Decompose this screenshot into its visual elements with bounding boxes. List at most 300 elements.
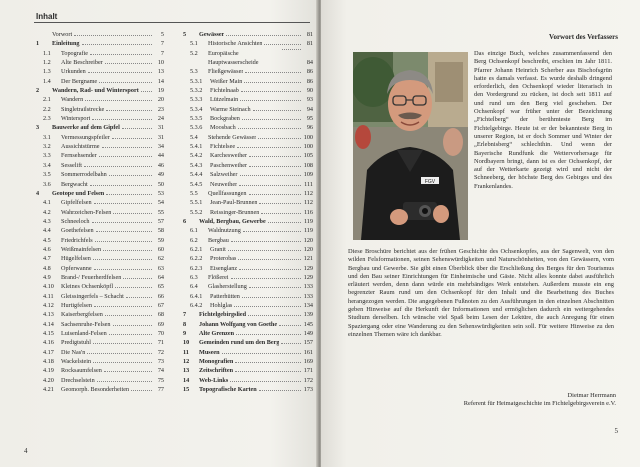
toc-entry-title: Monografien (199, 358, 234, 366)
toc-leader-dots (239, 185, 301, 186)
toc-entry-number: 6.2 (190, 236, 198, 244)
toc-entry-number: 1.4 (43, 77, 51, 85)
toc-leader-dots (237, 147, 301, 148)
toc-entry-page: 62 (157, 255, 164, 263)
toc-entry (36, 151, 164, 160)
toc-leader-dots (106, 194, 152, 195)
toc-entry (36, 133, 164, 142)
toc-entry-title: Goethefelsen (61, 227, 94, 235)
toc-leader-dots (253, 110, 301, 111)
toc-entry-title: Sommerrodelbahn (61, 171, 107, 179)
toc-entry (36, 366, 164, 375)
toc-entry (36, 217, 164, 226)
toc-entry-number: 3.3 (43, 152, 51, 160)
toc-entry-page: 108 (303, 161, 313, 169)
page-number-left: 4 (24, 447, 28, 455)
toc-entry-title: Fichtelnaab (210, 87, 239, 95)
toc-leader-dots (90, 54, 152, 55)
toc-entry-number: 15 (183, 386, 190, 394)
toc-entry (183, 198, 313, 207)
toc-leader-dots (109, 175, 152, 176)
toc-entry-page: 20 (157, 96, 164, 104)
signature-block (416, 392, 616, 409)
preface-main-paragraph: Diese Broschüre berichtet aus der frühen Geschichte des Ochsenkopfes, aus der Sagenwelt, von den wilden Felsformationen, seinen Sehenswürdigkeiten und Naturschönheiten, von den Gewässern, vom Bergbau und Gewerbe. Sie gibt einen Überblick über die Erschließung des Berges für den Tourismus und den Bau seiner Einrichtungen für Einheimische und Gäste. Nicht alles konnte dabei ausführlich erläutert werden, denn dann würde ein mehrbändiges Werk entstehen. Außerdem musste ein eng begrenzter Raum rund um den Ochsenkopf für den Inhalt und die Bearbeitung des Buches herangezogen werden. Die angegebenen Fußnoten zu den Ausführungen in den einzelnen Abschnitten geben Hinweise auf die Herkunft der Informationen und ermöglichen dadurch ein weitergehendes Studium derselben. Ich wünsche viel Spaß beim Lesen der Lektüre, die auch Anregung für einen Spaziergang oder eine Wanderung zu den Sehenswürdigkeiten sein soll. Für weitere Hinweise zu den einzelnen Themen wäre ich dankbar. (348, 248, 614, 338)
toc-leader-dots (240, 175, 302, 176)
toc-entry-page: 59 (157, 236, 164, 244)
toc-leader-dots (102, 147, 153, 148)
toc-entry-title: Hohlglas (210, 301, 233, 309)
toc-entry-page: 67 (157, 301, 164, 309)
toc-entry (36, 58, 164, 67)
toc-entry-number: 3 (36, 124, 40, 132)
toc-entry-title: Johann Wolfgang von Goethe (199, 320, 278, 328)
toc-entry (183, 77, 313, 86)
toc-entry (183, 226, 313, 235)
toc-entry-page: 100 (303, 143, 313, 151)
toc-entry-number: 9 (183, 330, 187, 337)
toc-entry-page: 23 (157, 105, 164, 113)
toc-leader-dots (82, 44, 152, 45)
toc-entry (36, 348, 164, 357)
toc-leader-dots (90, 185, 152, 186)
toc-entry-number: 5.4.3 (190, 161, 203, 169)
toc-entry-title: Karchesweiher (210, 152, 248, 160)
toc-entry-page: 7 (160, 40, 164, 48)
toc-entry-page: 50 (157, 180, 164, 188)
toc-entry-page: 129 (303, 273, 313, 281)
toc-entry-page: 10 (157, 59, 164, 67)
toc-entry-page: 65 (157, 283, 164, 291)
toc-leader-dots (268, 222, 301, 223)
toc-entry-number: 5.3 (190, 68, 198, 76)
toc-entry (183, 95, 313, 104)
toc-leader-dots (95, 241, 152, 242)
toc-entry-number: 1.2 (43, 59, 51, 67)
toc-leader-dots (93, 362, 152, 363)
toc-entry-title: Wald, Bergbau, Gewerbe (199, 217, 266, 225)
toc-entry-page: 63 (157, 264, 164, 272)
toc-entry (183, 180, 313, 189)
toc-entry-title: Aussichtstürme (61, 143, 100, 151)
toc-entry-number: 4.5 (43, 236, 51, 244)
toc-leader-dots (94, 203, 152, 204)
toc-entry-page: 111 (304, 180, 313, 188)
toc-entry-title: Geomorph. Besonderheiten (61, 386, 130, 394)
toc-entry (183, 282, 313, 291)
toc-entry-number: 6.1 (190, 227, 198, 235)
toc-entry-title: Fichtelsee (210, 143, 236, 151)
toc-entry-title: Hügelfelsen (61, 255, 91, 263)
toc-entry-number: 4.10 (43, 283, 54, 291)
toc-entry-number: 1 (36, 40, 40, 48)
toc-leader-dots (97, 381, 152, 382)
toc-entry-number: 6.4 (190, 283, 198, 291)
toc-entry (183, 254, 313, 263)
toc-entry (183, 142, 313, 151)
toc-entry-number: 5.3.1 (190, 77, 203, 85)
toc-entry-number: 4.16 (43, 339, 54, 347)
toc-entry-number: 4.21 (43, 386, 54, 394)
page-number-right: 5 (614, 427, 618, 435)
toc-entry-title: Gemeinden rund um den Berg (199, 339, 280, 347)
toc-leader-dots (282, 49, 301, 50)
toc-entry-number: 3.4 (43, 161, 51, 169)
toc-entry (36, 77, 164, 86)
toc-entry-page: 157 (303, 339, 313, 347)
toc-entry (36, 226, 164, 235)
toc-leader-dots (259, 390, 301, 391)
author-photo (353, 52, 468, 240)
toc-entry (36, 320, 164, 329)
toc-leader-dots (222, 353, 301, 354)
toc-entry-number: 4.1 (43, 199, 51, 207)
toc-leader-dots (105, 63, 152, 64)
toc-leader-dots (115, 287, 152, 288)
toc-leader-dots (238, 128, 301, 129)
toc-entry-number: 5.3.2 (190, 87, 203, 95)
toc-entry (36, 376, 164, 385)
toc-entry (183, 385, 313, 394)
toc-entry-title: Drechselstein (61, 376, 95, 384)
toc-entry-title: Glasherstellung (208, 283, 247, 291)
toc-entry-page: 96 (306, 124, 313, 132)
toc-entry-title: Kaiserbergfelsen (61, 311, 103, 319)
toc-entry-page: 100 (303, 133, 313, 141)
toc-entry (36, 114, 164, 123)
toc-entry (183, 366, 313, 375)
toc-entry-number: 6.2.2 (190, 255, 203, 263)
toc-entry-page: 53 (157, 189, 164, 197)
toc-leader-dots (249, 156, 301, 157)
toc-entry (183, 348, 313, 357)
toc-entry-number: 4.15 (43, 330, 54, 337)
toc-entry-title: Historische Ansichten (208, 40, 263, 48)
toc-leader-dots (228, 250, 301, 251)
toc-entry-page: 94 (306, 105, 313, 113)
toc-entry-title: Friedrichfels (61, 236, 93, 244)
toc-entry-page: 81 (306, 40, 313, 48)
toc-entry (183, 245, 313, 254)
toc-entry-page: 14 (157, 77, 164, 85)
toc-entry-title: Gipfelfelsen (61, 199, 92, 207)
toc-leader-dots (238, 259, 301, 260)
toc-entry-title: Museen (199, 348, 220, 356)
toc-entry-number: 3.2 (43, 143, 51, 151)
toc-entry (36, 254, 164, 263)
toc-entry (36, 105, 164, 114)
toc-leader-dots (103, 250, 152, 251)
toc-leader-dots (141, 91, 152, 92)
toc-leader-dots (244, 82, 301, 83)
toc-entry-number: 5.4 (190, 133, 198, 141)
toc-entry-number: 4.9 (43, 273, 51, 281)
toc-entry-number: 1.3 (43, 68, 51, 76)
toc-entry-page: 112 (303, 189, 313, 197)
toc-entry-title: Jean-Paul-Brunnen (210, 199, 258, 207)
toc-entry-title: Paschenweiher (210, 161, 248, 169)
toc-leader-dots (88, 72, 152, 73)
toc-entry-number: 6.3 (190, 273, 198, 281)
toc-leader-dots (258, 138, 301, 139)
toc-entry (36, 357, 164, 366)
toc-leader-dots (248, 315, 301, 316)
toc-entry-page: 133 (303, 283, 313, 291)
toc-entry-page: 46 (157, 161, 164, 169)
signature-role: Referent für Heimatgeschichte im Fichtelgebirgsverein e.V. (463, 400, 616, 408)
toc-entry (36, 264, 164, 273)
toc-entry-page: 5 (160, 31, 164, 38)
toc-leader-dots (92, 119, 152, 120)
toc-entry-title: Weißmainfelsen (61, 245, 102, 253)
toc-entry-title: Brand-/ Feuerherdfelsen (61, 273, 122, 281)
toc-leader-dots (242, 119, 301, 120)
toc-leader-dots (243, 231, 301, 232)
toc-entry-page: 169 (303, 358, 313, 366)
toc-entry-title: Granit (210, 245, 226, 253)
toc-entry-page: 58 (157, 227, 164, 235)
toc-entry-title: Topografische Karten (199, 386, 257, 394)
toc-entry-title: Einleitung (52, 40, 80, 48)
toc-entry-page: 60 (157, 245, 164, 253)
toc-entry-page: 120 (303, 245, 313, 253)
toc-entry (36, 245, 164, 254)
toc-leader-dots (236, 334, 301, 335)
toc-entry (183, 338, 313, 347)
toc-entry-title: Salzweiher (210, 171, 238, 179)
toc-entry-page: 119 (303, 217, 313, 225)
toc-entry-number: 6.2.3 (190, 264, 203, 272)
preface-side-paragraph: Das einzige Buch, welches zusammenfassend den Berg Ochsenkopf beschreibt, erschien im Jahr 1811. Pfarrer Johann Heinrich Scherber aus Bischofsgrün hatte es damals verfasst. Es wurde deshalb dringend erforderlich, den Ochsenkopf wieder literarisch in den Vordergrund zu rücken, ist doch seit 1811 auf und rund um den Berg viel geschehen. Der Ochsenkopf war früher unter der Bezeichnung „Fichtelberg“ der berühmteste Berg im Fichtelgebirge. Heute ist er der bekannteste Berg in unserer Region, ist er doch Sommer und Winter der „Erlebnisberg“ schlechthin. Und wenn der Bayerische Rundfunk die Wettervorhersage für Nordbayern bringt, dann ist es der Ochsenkopf, der auf der Wetterkarte gezeigt wird und nicht der Schneeberg, der höchste Berg des Gebirges und des Frankenlandes. (474, 50, 612, 190)
toc-entry-page: 90 (306, 87, 313, 95)
toc-leader-dots (249, 194, 302, 195)
toc-entry-title: Bockgraben (210, 115, 240, 123)
toc-leader-dots (239, 269, 301, 270)
toc-entry-number: 5.3.5 (190, 115, 203, 123)
toc-entry (183, 292, 313, 301)
toc-entry-number: 5.4.4 (190, 171, 203, 179)
toc-entry-title: Wandern (61, 96, 84, 104)
toc-leader-dots (99, 156, 152, 157)
toc-entry-title: Stehende Gewässer (208, 133, 257, 141)
toc-leader-dots (87, 353, 152, 354)
toc-leader-dots (230, 381, 301, 382)
toc-entry-page: 57 (157, 217, 164, 225)
toc-entry-title: Quellfassungen (208, 189, 247, 197)
toc-entry (36, 86, 164, 95)
toc-entry (36, 189, 164, 198)
toc-entry-title: Sachsenruhe-Felsen (61, 320, 111, 328)
toc-leader-dots (131, 390, 152, 391)
toc-entry-title: Vorwort (52, 31, 73, 38)
toc-entry (183, 217, 313, 226)
toc-entry-page: 149 (303, 330, 313, 337)
toc-entry-page: 120 (303, 236, 313, 244)
toc-entry-title: Europäische Hauptwasserscheide (208, 49, 259, 67)
toc-entry-number: 4.12 (43, 301, 54, 309)
toc-entry-title: Wackelstein (61, 358, 92, 366)
toc-entry (36, 301, 164, 310)
toc-entry (36, 49, 164, 58)
toc-entry-number: 5.3.3 (190, 96, 203, 104)
toc-entry-page: 13 (157, 68, 164, 76)
toc-entry-number: 3.5 (43, 171, 51, 179)
toc-entry-page: 129 (303, 264, 313, 272)
toc-entry-page: 171 (303, 367, 313, 375)
shirt-logo-text: FGV (424, 179, 436, 185)
toc-entry-number: 4.18 (43, 358, 54, 366)
toc-leader-dots (74, 35, 152, 36)
toc-entry-page: 66 (157, 292, 164, 300)
toc-entry-page: 68 (157, 311, 164, 319)
toc-leader-dots (93, 343, 152, 344)
toc-entry-number: 5.5.2 (190, 208, 203, 216)
toc-entry (183, 151, 313, 160)
toc-entry-page: 112 (303, 199, 313, 207)
toc-leader-dots (234, 306, 301, 307)
toc-entry-page: 44 (157, 152, 164, 160)
toc-entry-page: 34 (157, 143, 164, 151)
toc-entry (36, 95, 164, 104)
toc-entry (183, 105, 313, 114)
toc-entry-title: Fichtelgebirgslied (199, 311, 247, 319)
signature-name: Dietmar Herrmann (567, 392, 616, 399)
toc-leader-dots (261, 213, 301, 214)
toc-entry-page: 71 (157, 339, 164, 347)
toc-entry-title: Fernsehsender (61, 152, 97, 160)
toc-leader-dots (226, 35, 301, 36)
toc-entry (36, 198, 164, 207)
toc-entry-title: Rocksaumfelsen (61, 367, 102, 375)
toc-entry (183, 273, 313, 282)
toc-entry (183, 133, 313, 142)
toc-leader-dots (99, 82, 152, 83)
toc-entry-page: 84 (306, 59, 313, 67)
toc-entry (183, 86, 313, 95)
toc-leader-dots (96, 231, 152, 232)
toc-leader-dots (94, 306, 152, 307)
toc-entry-title: Vermessungspfeiler (61, 133, 110, 141)
left-page (0, 0, 318, 467)
toc-entry-number: 5.3.6 (190, 124, 203, 132)
toc-entry (183, 123, 313, 132)
toc-leader-dots (249, 287, 301, 288)
toc-leader-dots (231, 241, 301, 242)
toc-entry-number: 4.11 (43, 292, 54, 300)
toc-entry-page: 119 (303, 227, 313, 235)
toc-heading: Inhalt (36, 12, 58, 21)
toc-entry-title: Gleissingerfels – Schacht (61, 292, 124, 300)
toc-leader-dots (259, 203, 301, 204)
toc-entry (36, 39, 164, 48)
toc-entry-number: 5.2 (190, 49, 198, 57)
toc-entry-number: 7 (183, 311, 187, 319)
toc-entry-title: Der Bergname (61, 77, 98, 85)
toc-entry (183, 49, 313, 68)
toc-entry-number: 5.5 (190, 189, 198, 197)
toc-entry (183, 329, 313, 338)
toc-entry-title: Geotope und Felsen (52, 189, 105, 197)
toc-entry (183, 310, 313, 319)
toc-entry-number: 4.6 (43, 245, 51, 253)
toc-entry-number: 6.4.1 (190, 292, 203, 300)
toc-entry-number: 2.2 (43, 105, 51, 113)
toc-entry-page: 54 (157, 199, 164, 207)
toc-entry-number: 5.4.2 (190, 152, 203, 160)
toc-entry-page: 172 (303, 376, 313, 384)
toc-entry-page: 64 (157, 273, 164, 281)
toc-entry (36, 329, 164, 338)
toc-leader-dots (92, 222, 152, 223)
toc-entry (183, 170, 313, 179)
toc-entry (183, 236, 313, 245)
toc-entry-title: Sesselift (61, 161, 82, 169)
toc-entry-number: 4.7 (43, 255, 51, 263)
toc-entry-number: 13 (183, 367, 190, 375)
toc-entry-title: Luisenland-Felsen (61, 330, 107, 337)
toc-entry-page: 139 (303, 311, 313, 319)
toc-entry-page: 73 (157, 358, 164, 366)
toc-entry-title: Patterhütten (210, 292, 240, 300)
toc-entry (36, 292, 164, 301)
toc-leader-dots (84, 166, 152, 167)
toc-leader-dots (241, 91, 301, 92)
toc-entry-page: 134 (303, 301, 313, 309)
toc-entry-title: Urkunden (61, 68, 86, 76)
toc-leader-dots (113, 325, 153, 326)
toc-entry-page: 109 (303, 171, 313, 179)
toc-entry-page: 145 (303, 320, 313, 328)
toc-entry-number: 4 (36, 189, 40, 197)
toc-entry-number: 4.20 (43, 376, 54, 384)
toc-leader-dots (235, 362, 301, 363)
toc-entry-number: 2.3 (43, 115, 51, 123)
toc-entry-number: 2 (36, 87, 40, 95)
toc-leader-dots (104, 371, 152, 372)
toc-entry-title: Zeitschriften (199, 367, 234, 375)
toc-leader-dots (126, 297, 152, 298)
toc-entry-title: Wintersport (61, 115, 91, 123)
toc-leader-dots (85, 100, 152, 101)
toc-leader-dots (279, 325, 301, 326)
toc-entry-page: 161 (303, 348, 313, 356)
toc-entry (36, 180, 164, 189)
toc-entry-number: 4.8 (43, 264, 51, 272)
toc-entry-page: 7 (160, 49, 164, 57)
toc-entry (36, 273, 164, 282)
toc-column-2 (183, 30, 313, 394)
toc-column-1 (36, 30, 164, 394)
toc-leader-dots (113, 213, 152, 214)
toc-entry-page: 70 (157, 330, 164, 337)
toc-entry (36, 170, 164, 179)
toc-leader-dots (245, 72, 301, 73)
toc-entry-page: 133 (303, 292, 313, 300)
toc-entry (36, 123, 164, 132)
toc-entry-title: Alte Beschreiber (61, 59, 103, 67)
toc-entry-page: 24 (157, 115, 164, 123)
toc-entry-page: 72 (157, 348, 164, 356)
toc-entry (183, 161, 313, 170)
toc-entry (36, 161, 164, 170)
toc-entry (36, 338, 164, 347)
toc-leader-dots (105, 315, 152, 316)
toc-entry-title: Proterobas (210, 255, 237, 263)
toc-entry-title: Die Nas'n (61, 348, 86, 356)
toc-entry-number: 5.5.1 (190, 199, 203, 207)
toc-entry-number: 5.4.5 (190, 180, 203, 188)
toc-leader-dots (94, 269, 152, 270)
toc-entry-page: 95 (306, 115, 313, 123)
